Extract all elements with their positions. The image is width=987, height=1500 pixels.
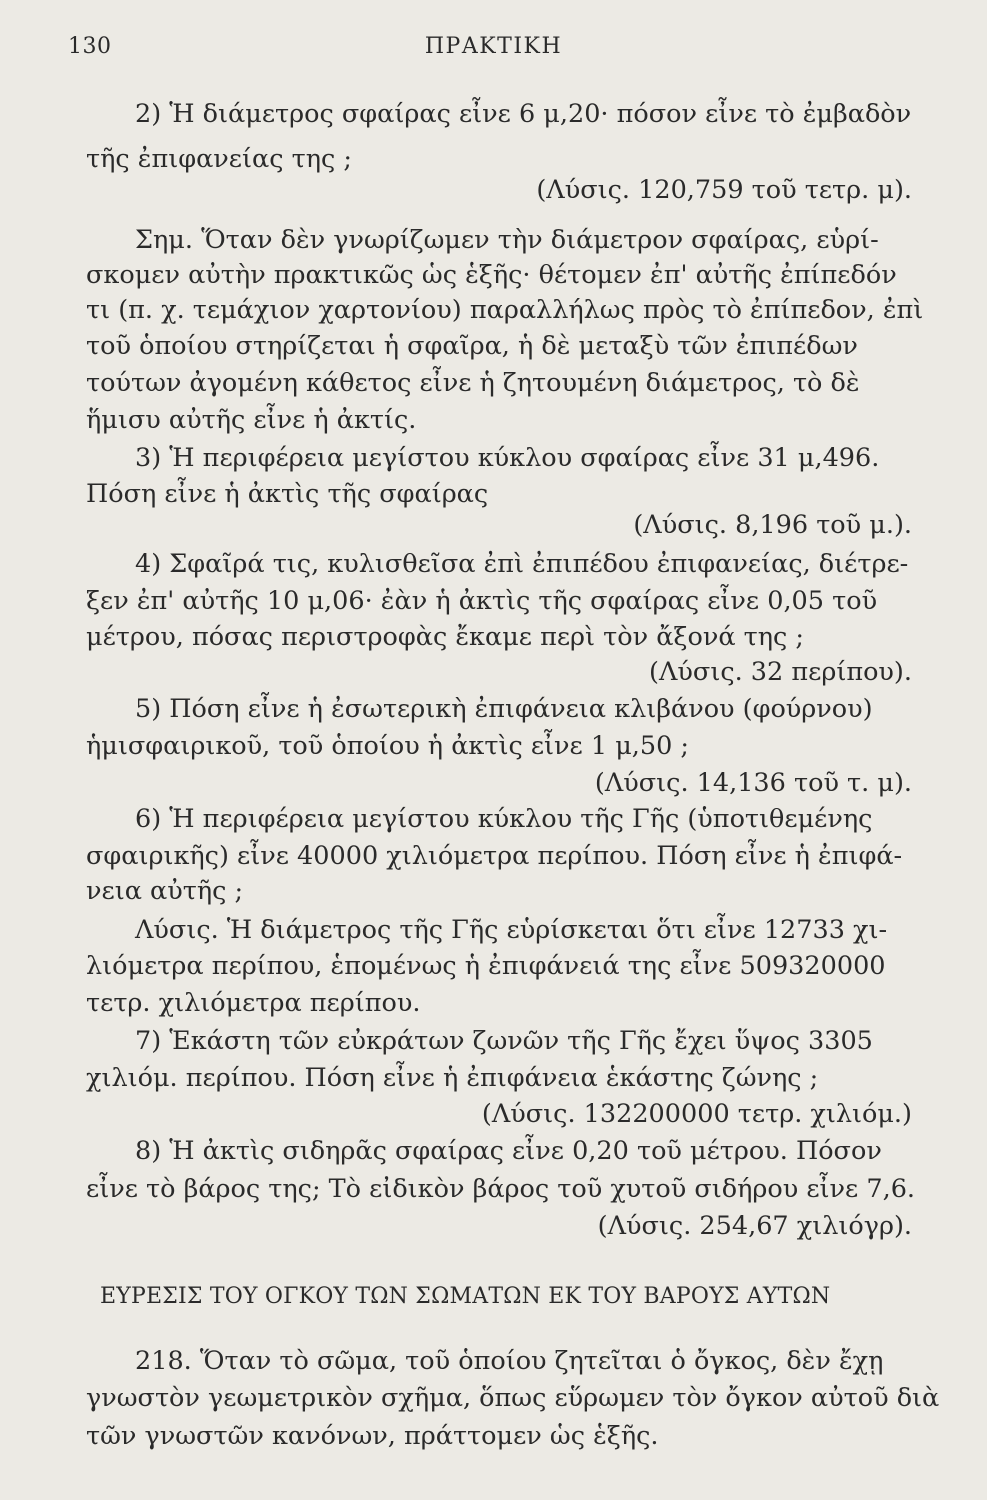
note-line-2: σκομεν αὐτὴν πρακτικῶς ὡς ἑξῆς· θέτομεν ἐπ' αὐτῆς ἐπίπεδόν [86, 260, 897, 290]
problem-6-solution-line-2: λιόμετρα περίπου, ἑπομένως ἡ ἐπιφάνειά της εἶνε 509320000 [86, 951, 886, 981]
problem-3-line-2: Πόση εἶνε ἡ ἀκτὶς τῆς σφαίρας [86, 479, 489, 509]
problem-5-solution: (Λύσις. 14,136 τοῦ τ. μ). [594, 768, 912, 798]
problem-3-line-1: 3) Ἡ περιφέρεια μεγίστου κύκλου σφαίρας εἶνε 31 μ,496. [135, 443, 880, 473]
running-head: ΠΡΑΚΤΙΚΗ [424, 34, 563, 59]
paragraph-218-line-1: 218. Ὅταν τὸ σῶμα, τοῦ ὁποίου ζητεῖται ὁ ὄγκος, δὲν ἔχῃ [135, 1346, 884, 1376]
problem-4-line-3: μέτρου, πόσας περιστροφὰς ἔκαμε περὶ τὸν ἄξονά της ; [86, 622, 805, 652]
problem-7-solution: (Λύσις. 132200000 τετρ. χιλιόμ.) [481, 1099, 912, 1129]
problem-5-line-1: 5) Πόση εἶνε ἡ ἐσωτερικὴ ἐπιφάνεια κλιβάνου (φούρνου) [135, 694, 873, 724]
problem-6-line-3: νεια αὐτῆς ; [86, 876, 244, 906]
note-line-1: Σημ. Ὅταν δὲν γνωρίζωμεν τὴν διάμετρον σφαίρας, εὑρί- [135, 225, 879, 255]
section-heading: ΕΥΡΕΣΙΣ ΤΟΥ ΟΓΚΟΥ ΤΩΝ ΣΩΜΑΤΩΝ ΕΚ ΤΟΥ ΒΑΡΟΥΣ ΑΥΤΩΝ [100, 1284, 831, 1309]
problem-6-line-1: 6) Ἡ περιφέρεια μεγίστου κύκλου τῆς Γῆς (ὑποτιθεμένης [135, 804, 873, 834]
paragraph-218-line-2: γνωστὸν γεωμετρικὸν σχῆμα, ὅπως εὕρωμεν τὸν ὄγκον αὐτοῦ διὰ [86, 1383, 940, 1413]
problem-7-line-1: 7) Ἑκάστη τῶν εὐκράτων ζωνῶν τῆς Γῆς ἔχει ὕψος 3305 [135, 1026, 873, 1056]
problem-4-solution: (Λύσις. 32 περίπου). [649, 657, 912, 687]
problem-8-line-2: εἶνε τὸ βάρος της; Τὸ εἰδικὸν βάρος τοῦ χυτοῦ σιδήρου εἶνε 7,6. [86, 1174, 916, 1204]
note-line-6: ἥμισυ αὐτῆς εἶνε ἡ ἀκτίς. [86, 405, 417, 435]
problem-6-line-2: σφαιρικῆς) εἶνε 40000 χιλιόμετρα περίπου. Πόση εἶνε ἡ ἐπιφά- [86, 841, 903, 871]
problem-4-line-1: 4) Σφαῖρά τις, κυλισθεῖσα ἐπὶ ἐπιπέδου ἐπιφανείας, διέτρε- [135, 549, 909, 579]
problem-6-solution-line-3: τετρ. χιλιόμετρα περίπου. [86, 988, 421, 1018]
problem-7-line-2: χιλιόμ. περίπου. Πόση εἶνε ἡ ἐπιφάνεια ἑκάστης ζώνης ; [86, 1063, 819, 1093]
problem-2-solution: (Λύσις. 120,759 τοῦ τετρ. μ). [536, 175, 912, 205]
problem-5-line-2: ἡμισφαιρικοῦ, τοῦ ὁποίου ἡ ἀκτὶς εἶνε 1 μ,50 ; [86, 731, 690, 761]
problem-2-line-2: τῆς ἐπιφανείας της ; [86, 144, 352, 174]
page-number: 130 [68, 34, 112, 59]
problem-3-solution: (Λύσις. 8,196 τοῦ μ.). [633, 510, 912, 540]
note-line-5: τούτων ἀγομένη κάθετος εἶνε ἡ ζητουμένη διάμετρος, τὸ δὲ [86, 368, 860, 398]
problem-4-line-2: ξεν ἐπ' αὐτῆς 10 μ,06· ἐὰν ἡ ἀκτὶς τῆς σφαίρας εἶνε 0,05 τοῦ [86, 586, 878, 616]
problem-2-line-1: 2) Ἡ διάμετρος σφαίρας εἶνε 6 μ,20· πόσον εἶνε τὸ ἐμβαδὸν [135, 99, 912, 129]
paragraph-218-line-3: τῶν γνωστῶν κανόνων, πράττομεν ὡς ἑξῆς. [86, 1421, 659, 1451]
note-line-3: τι (π. χ. τεμάχιον χαρτονίου) παραλλήλως πρὸς τὸ ἐπίπεδον, ἐπὶ [86, 295, 924, 325]
problem-8-solution: (Λύσις. 254,67 χιλιόγρ). [597, 1211, 912, 1241]
note-line-4: τοῦ ὁποίου στηρίζεται ἡ σφαῖρα, ἡ δὲ μεταξὺ τῶν ἐπιπέδων [86, 331, 858, 361]
problem-6-solution-line-1: Λύσις. Ἡ διάμετρος τῆς Γῆς εὑρίσκεται ὅτι εἶνε 12733 χι- [135, 915, 888, 945]
problem-8-line-1: 8) Ἡ ἀκτὶς σιδηρᾶς σφαίρας εἶνε 0,20 τοῦ μέτρου. Πόσον [135, 1136, 882, 1166]
